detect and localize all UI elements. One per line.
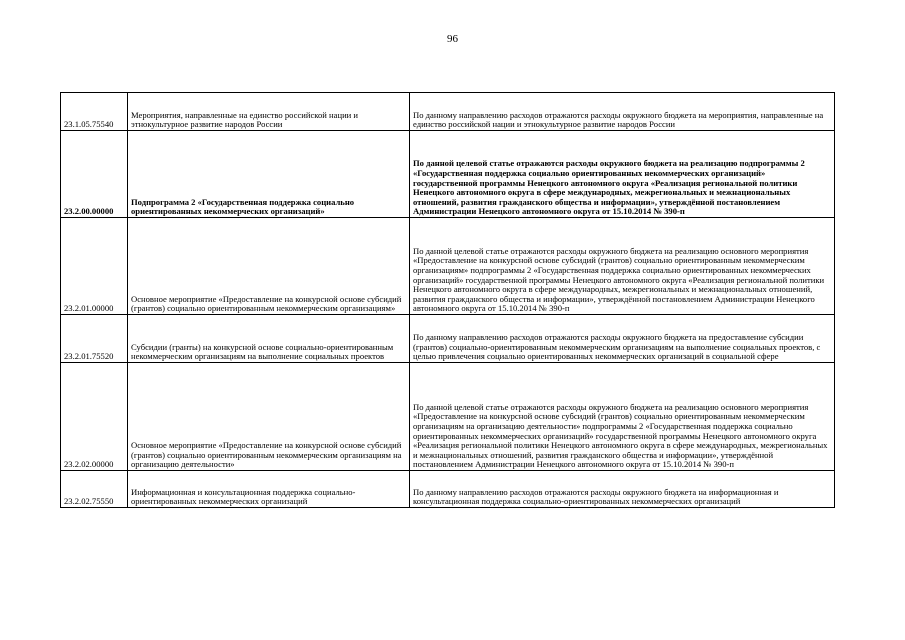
row-description: По данному направлению расходов отражаются расходы окружного бюджета на информационная и консультационная поддержка социально-ориентированных некоммерческих организаций [410,471,835,508]
row-name: Мероприятия, направленные на единство российской нации и этнокультурное развитие народов России [128,93,410,131]
row-name: Основное мероприятие «Предоставление на конкурсной основе субсидий (грантов) социально ориентированным некоммерческим организациям на организацию деятельности» [128,363,410,471]
row-code: 23.2.01.00000 [61,218,128,315]
row-code: 23.2.02.75550 [61,471,128,508]
page-number: 96 [447,33,458,45]
row-description: По данному направлению расходов отражаются расходы окружного бюджета на мероприятия, направленные на единство российской нации и этнокультурное развитие народов России [410,93,835,131]
row-code: 23.2.00.00000 [61,131,128,218]
table-row [61,218,835,315]
row-code: 23.1.05.75540 [61,93,128,131]
row-description: По данной целевой статье отражаются расходы окружного бюджета на реализацию основного мероприятия «Предоставление на конкурсной основе субсидий (грантов) социально ориентированным некоммерческим организациям на организацию деятельности» подпрограммы 2 «Государственная поддержка социально ориентированных некоммерческих организаций» государственной программы Ненецкого автономного округа «Реализация региональной политики Ненецкого автономного округа в сфере международных, межрегиональных и межнациональных отношений, развития гражданского общества и информации», утверждённой постановлением Администрации Ненецкого автономного округа от 15.10.2014 № 390-п [410,363,835,471]
row-code: 23.2.01.75520 [61,315,128,363]
row-name: Подпрограмма 2 «Государственная поддержка социально ориентированных некоммерческих организаций» [128,131,410,218]
table-row [61,363,835,471]
row-name: Информационная и консультационная поддержка социально-ориентированных некоммерческих организаций [128,471,410,508]
table-row [61,471,835,508]
row-name: Субсидии (гранты) на конкурсной основе социально-ориентированным некоммерческим организациям на выполнение социальных проектов [128,315,410,363]
table-row [61,93,835,131]
budget-classification-table [60,92,835,508]
table-row [61,131,835,218]
row-description: По данному направлению расходов отражаются расходы окружного бюджета на предоставление субсидии (грантов) социально-ориентированным некоммерческим организациям на выполнение социальных проектов, с целью привлечения социально ориентированных некоммерческих организаций в социальной сфере [410,315,835,363]
table-row [61,315,835,363]
row-description: По данной целевой статье отражаются расходы окружного бюджета на реализацию основного мероприятия «Предоставление на конкурсной основе субсидий (грантов) социально ориентированным некоммерческим организациям» подпрограммы 2 «Государственная поддержка социально ориентированных некоммерческих организаций» государственной программы Ненецкого автономного округа «Реализация региональной политики Ненецкого автономного округа в сфере международных, межрегиональных и межнациональных отношений, развития гражданского общества и информации», утверждённой постановлением Администрации Ненецкого автономного округа от 15.10.2014 № 390-п [410,218,835,315]
row-code: 23.2.02.00000 [61,363,128,471]
row-name: Основное мероприятие «Предоставление на конкурсной основе субсидий (грантов) социально ориентированным некоммерческим организациям» [128,218,410,315]
row-description: По данной целевой статье отражаются расходы окружного бюджета на реализацию подпрограммы 2 «Государственная поддержка социально ориентированных некоммерческих организаций» государственной программы Ненецкого автономного округа «Реализация региональной политики Ненецкого автономного округа в сфере международных, межрегиональных и межнациональных отношений, развития гражданского общества и информации», утверждённой постановлением Администрации Ненецкого автономного округа от 15.10.2014 № 390-п [410,131,835,218]
